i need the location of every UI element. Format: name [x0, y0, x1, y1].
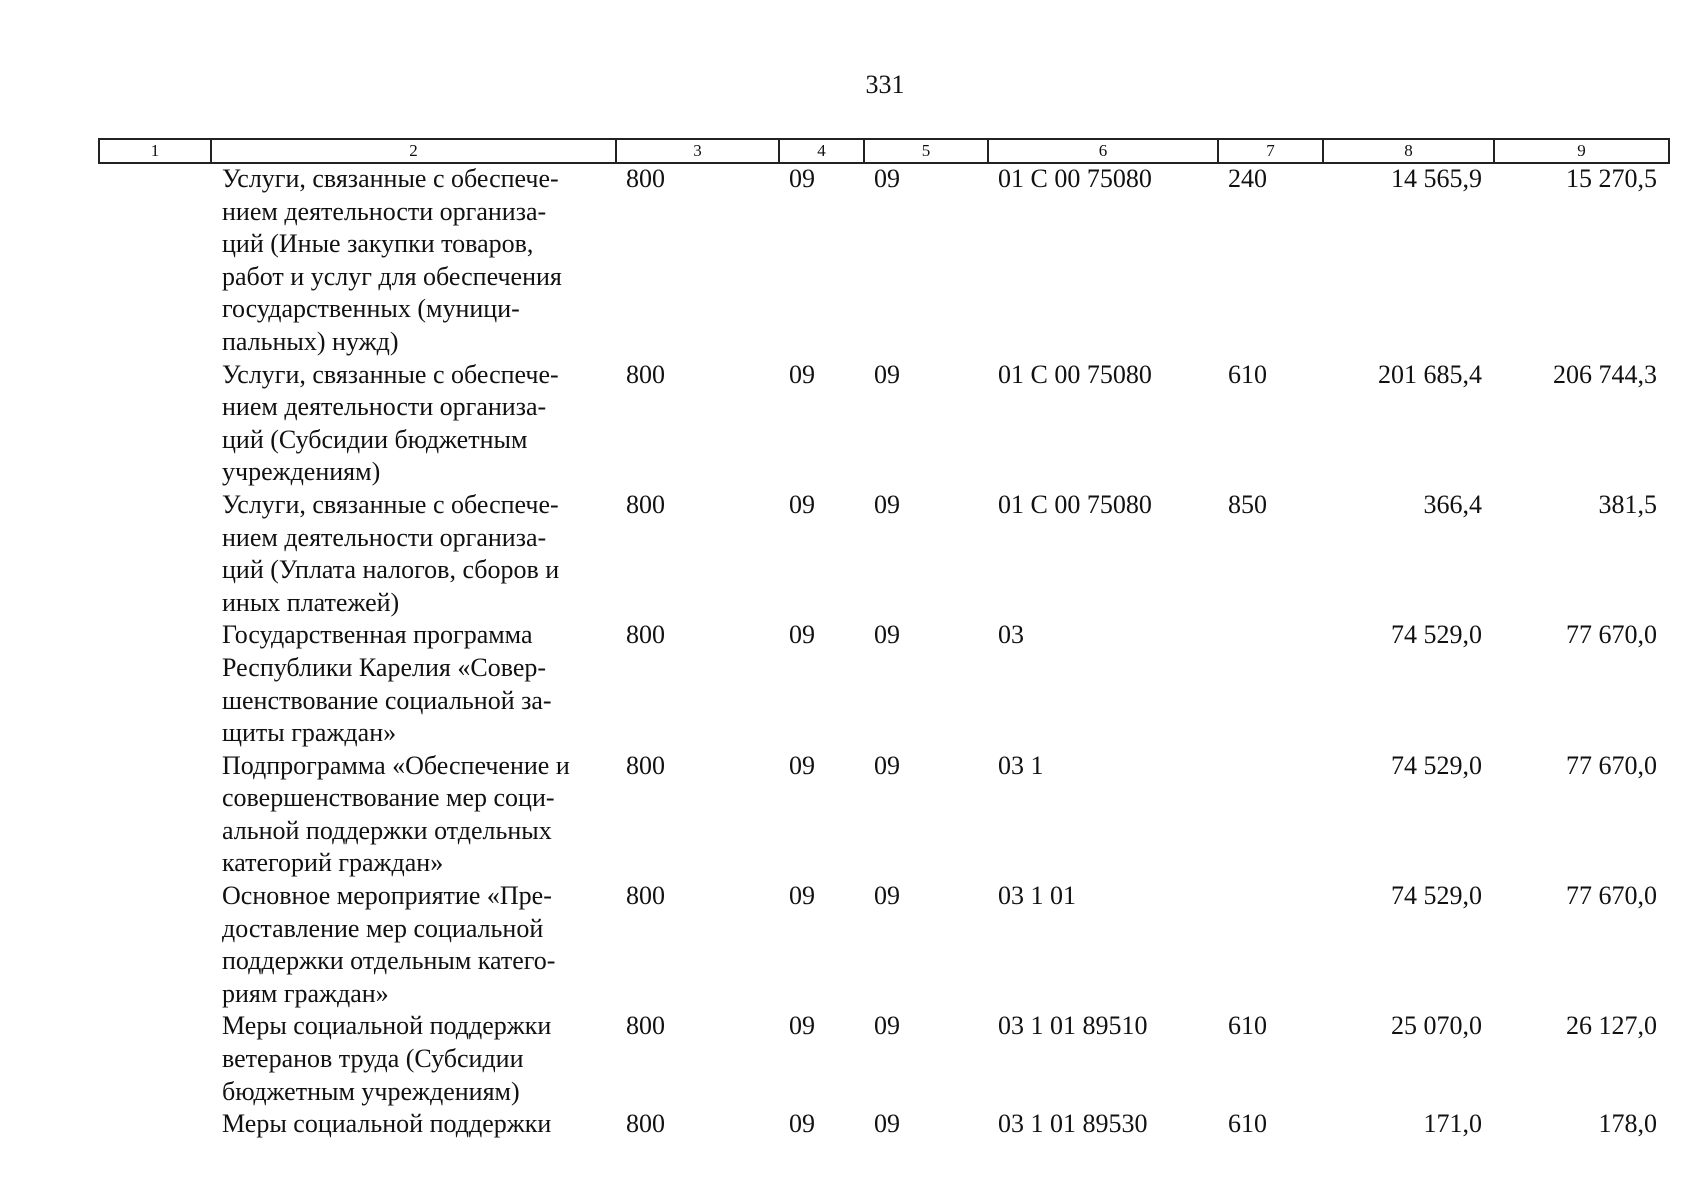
header-col-2: 2	[211, 139, 616, 163]
description-line: риям граждан»	[222, 978, 389, 1008]
description-line: государственных (муници-	[222, 294, 520, 324]
target-article-cell: 03 1 01 89530	[998, 1109, 1148, 1139]
amount-year-1-cell: 14 565,9	[1391, 164, 1482, 193]
description-line: нием деятельности организа-	[222, 392, 547, 422]
target-article-cell: 03 1 01 89510	[998, 1011, 1148, 1041]
expense-type-cell	[1217, 880, 1322, 1010]
description-line: Подпрограмма «Обеспечение и	[222, 750, 570, 780]
section-cell: 09	[789, 359, 815, 389]
expense-type-cell: 610	[1228, 1109, 1267, 1139]
header-col-3: 3	[616, 139, 779, 163]
amount-year-1-cell: 201 685,4	[1378, 359, 1482, 389]
budget-table	[98, 163, 1668, 1141]
description-line: иных платежей)	[222, 587, 400, 617]
description-line: пальных) нужд)	[222, 326, 399, 356]
target-article-cell: 03 1 01	[998, 881, 1076, 911]
description-line: Основное мероприятие «Пре-	[222, 881, 552, 911]
subsection-cell: 09	[874, 620, 900, 650]
ministry-code-cell: 800	[626, 620, 665, 650]
description-line: шенствование социальной за-	[222, 685, 552, 715]
table-row	[98, 1010, 1668, 1108]
target-article-cell: 03 1	[998, 750, 1044, 780]
amount-year-2-cell: 381,5	[1598, 489, 1657, 519]
target-article-cell: 01 С 00 75080	[998, 359, 1152, 389]
subsection-cell: 09	[874, 1109, 900, 1139]
amount-year-2-cell: 178,0	[1598, 1109, 1657, 1139]
description-cell	[210, 880, 615, 1010]
description-line: Услуги, связанные с обеспече-	[222, 489, 559, 519]
subsection-cell: 09	[874, 164, 900, 193]
amount-year-2-cell: 77 670,0	[1566, 620, 1657, 650]
description-line: Услуги, связанные с обеспече-	[222, 359, 559, 389]
column-number-header	[98, 138, 1670, 164]
col-1-cell	[98, 619, 210, 749]
table-row	[98, 359, 1668, 489]
description-line: Меры социальной поддержки	[222, 1109, 552, 1139]
amount-year-1-cell: 74 529,0	[1391, 750, 1482, 780]
description-line: поддержки отдельным катего-	[222, 946, 556, 976]
table-row	[98, 489, 1668, 619]
table-row	[98, 163, 1668, 359]
amount-year-1-cell: 171,0	[1423, 1109, 1482, 1139]
amount-year-2-cell: 206 744,3	[1553, 359, 1657, 389]
description-line: доставление мер социальной	[222, 913, 544, 943]
description-line: нием деятельности организа-	[222, 522, 547, 552]
target-article-cell: 01 С 00 75080	[998, 489, 1152, 519]
ministry-code-cell: 800	[626, 881, 665, 911]
description-line: Государственная программа	[222, 620, 533, 650]
ministry-code-cell: 800	[626, 750, 665, 780]
header-col-6: 6	[988, 139, 1218, 163]
expense-type-cell: 610	[1228, 359, 1267, 389]
expense-type-cell	[1217, 619, 1322, 749]
amount-year-2-cell: 26 127,0	[1566, 1011, 1657, 1041]
description-line: Республики Карелия «Совер-	[222, 652, 547, 682]
description-line: категорий граждан»	[222, 848, 444, 878]
description-line: нием деятельности организа-	[222, 196, 547, 226]
description-line: бюджетным учреждениям)	[222, 1076, 520, 1106]
description-cell	[210, 489, 615, 619]
description-line: совершенствование мер соци-	[222, 783, 555, 813]
section-cell: 09	[789, 750, 815, 780]
description-line: работ и услуг для обеспечения	[222, 261, 562, 291]
col-1-cell	[98, 163, 210, 359]
ministry-code-cell: 800	[626, 359, 665, 389]
col-1-cell	[98, 489, 210, 619]
description-line: Меры социальной поддержки	[222, 1011, 552, 1041]
description-line: щиты граждан»	[222, 718, 397, 748]
amount-year-1-cell: 74 529,0	[1391, 881, 1482, 911]
description-cell	[210, 750, 615, 880]
section-cell: 09	[789, 1109, 815, 1139]
table-body	[98, 163, 1668, 1141]
subsection-cell: 09	[874, 1011, 900, 1041]
col-1-cell	[98, 359, 210, 489]
subsection-cell: 09	[874, 881, 900, 911]
amount-year-2-cell: 15 270,5	[1566, 164, 1657, 193]
header-col-4: 4	[779, 139, 864, 163]
expense-type-cell: 850	[1228, 489, 1267, 519]
description-line: ций (Уплата налогов, сборов и	[222, 555, 560, 585]
description-line: ций (Иные закупки товаров,	[222, 229, 534, 259]
section-cell: 09	[789, 1011, 815, 1041]
table-row	[98, 750, 1668, 880]
section-cell: 09	[789, 489, 815, 519]
description-cell	[210, 1108, 615, 1141]
description-cell	[210, 619, 615, 749]
description-cell	[210, 359, 615, 489]
col-1-cell	[98, 880, 210, 1010]
section-cell: 09	[789, 620, 815, 650]
header-col-7: 7	[1218, 139, 1323, 163]
target-article-cell: 03	[998, 620, 1024, 650]
amount-year-1-cell: 74 529,0	[1391, 620, 1482, 650]
description-line: альной поддержки отдельных	[222, 815, 552, 845]
subsection-cell: 09	[874, 359, 900, 389]
amount-year-1-cell: 366,4	[1423, 489, 1482, 519]
description-line: учреждениям)	[222, 457, 381, 487]
subsection-cell: 09	[874, 750, 900, 780]
table-row	[98, 880, 1668, 1010]
ministry-code-cell: 800	[626, 1109, 665, 1139]
col-1-cell	[98, 1010, 210, 1108]
description-cell	[210, 163, 615, 359]
header-col-1: 1	[99, 139, 211, 163]
table-row	[98, 1108, 1668, 1141]
header-col-5: 5	[864, 139, 988, 163]
col-1-cell	[98, 750, 210, 880]
ministry-code-cell: 800	[626, 489, 665, 519]
section-cell: 09	[789, 881, 815, 911]
header-col-8: 8	[1323, 139, 1494, 163]
expense-type-cell	[1217, 750, 1322, 880]
expense-type-cell: 610	[1228, 1011, 1267, 1041]
subsection-cell: 09	[874, 489, 900, 519]
table-row	[98, 619, 1668, 749]
section-cell: 09	[789, 164, 815, 193]
description-line: Услуги, связанные с обеспече-	[222, 164, 559, 193]
ministry-code-cell: 800	[626, 1011, 665, 1041]
description-line: ций (Субсидии бюджетным	[222, 424, 528, 454]
description-line: ветеранов труда (Субсидии	[222, 1044, 524, 1074]
ministry-code-cell: 800	[626, 164, 665, 193]
target-article-cell: 01 С 00 75080	[998, 164, 1152, 193]
header-col-9: 9	[1494, 139, 1669, 163]
amount-year-2-cell: 77 670,0	[1566, 881, 1657, 911]
col-1-cell	[98, 1108, 210, 1141]
amount-year-2-cell: 77 670,0	[1566, 750, 1657, 780]
page-number: 331	[865, 70, 905, 99]
expense-type-cell: 240	[1228, 164, 1267, 193]
description-cell	[210, 1010, 615, 1108]
amount-year-1-cell: 25 070,0	[1391, 1011, 1482, 1041]
